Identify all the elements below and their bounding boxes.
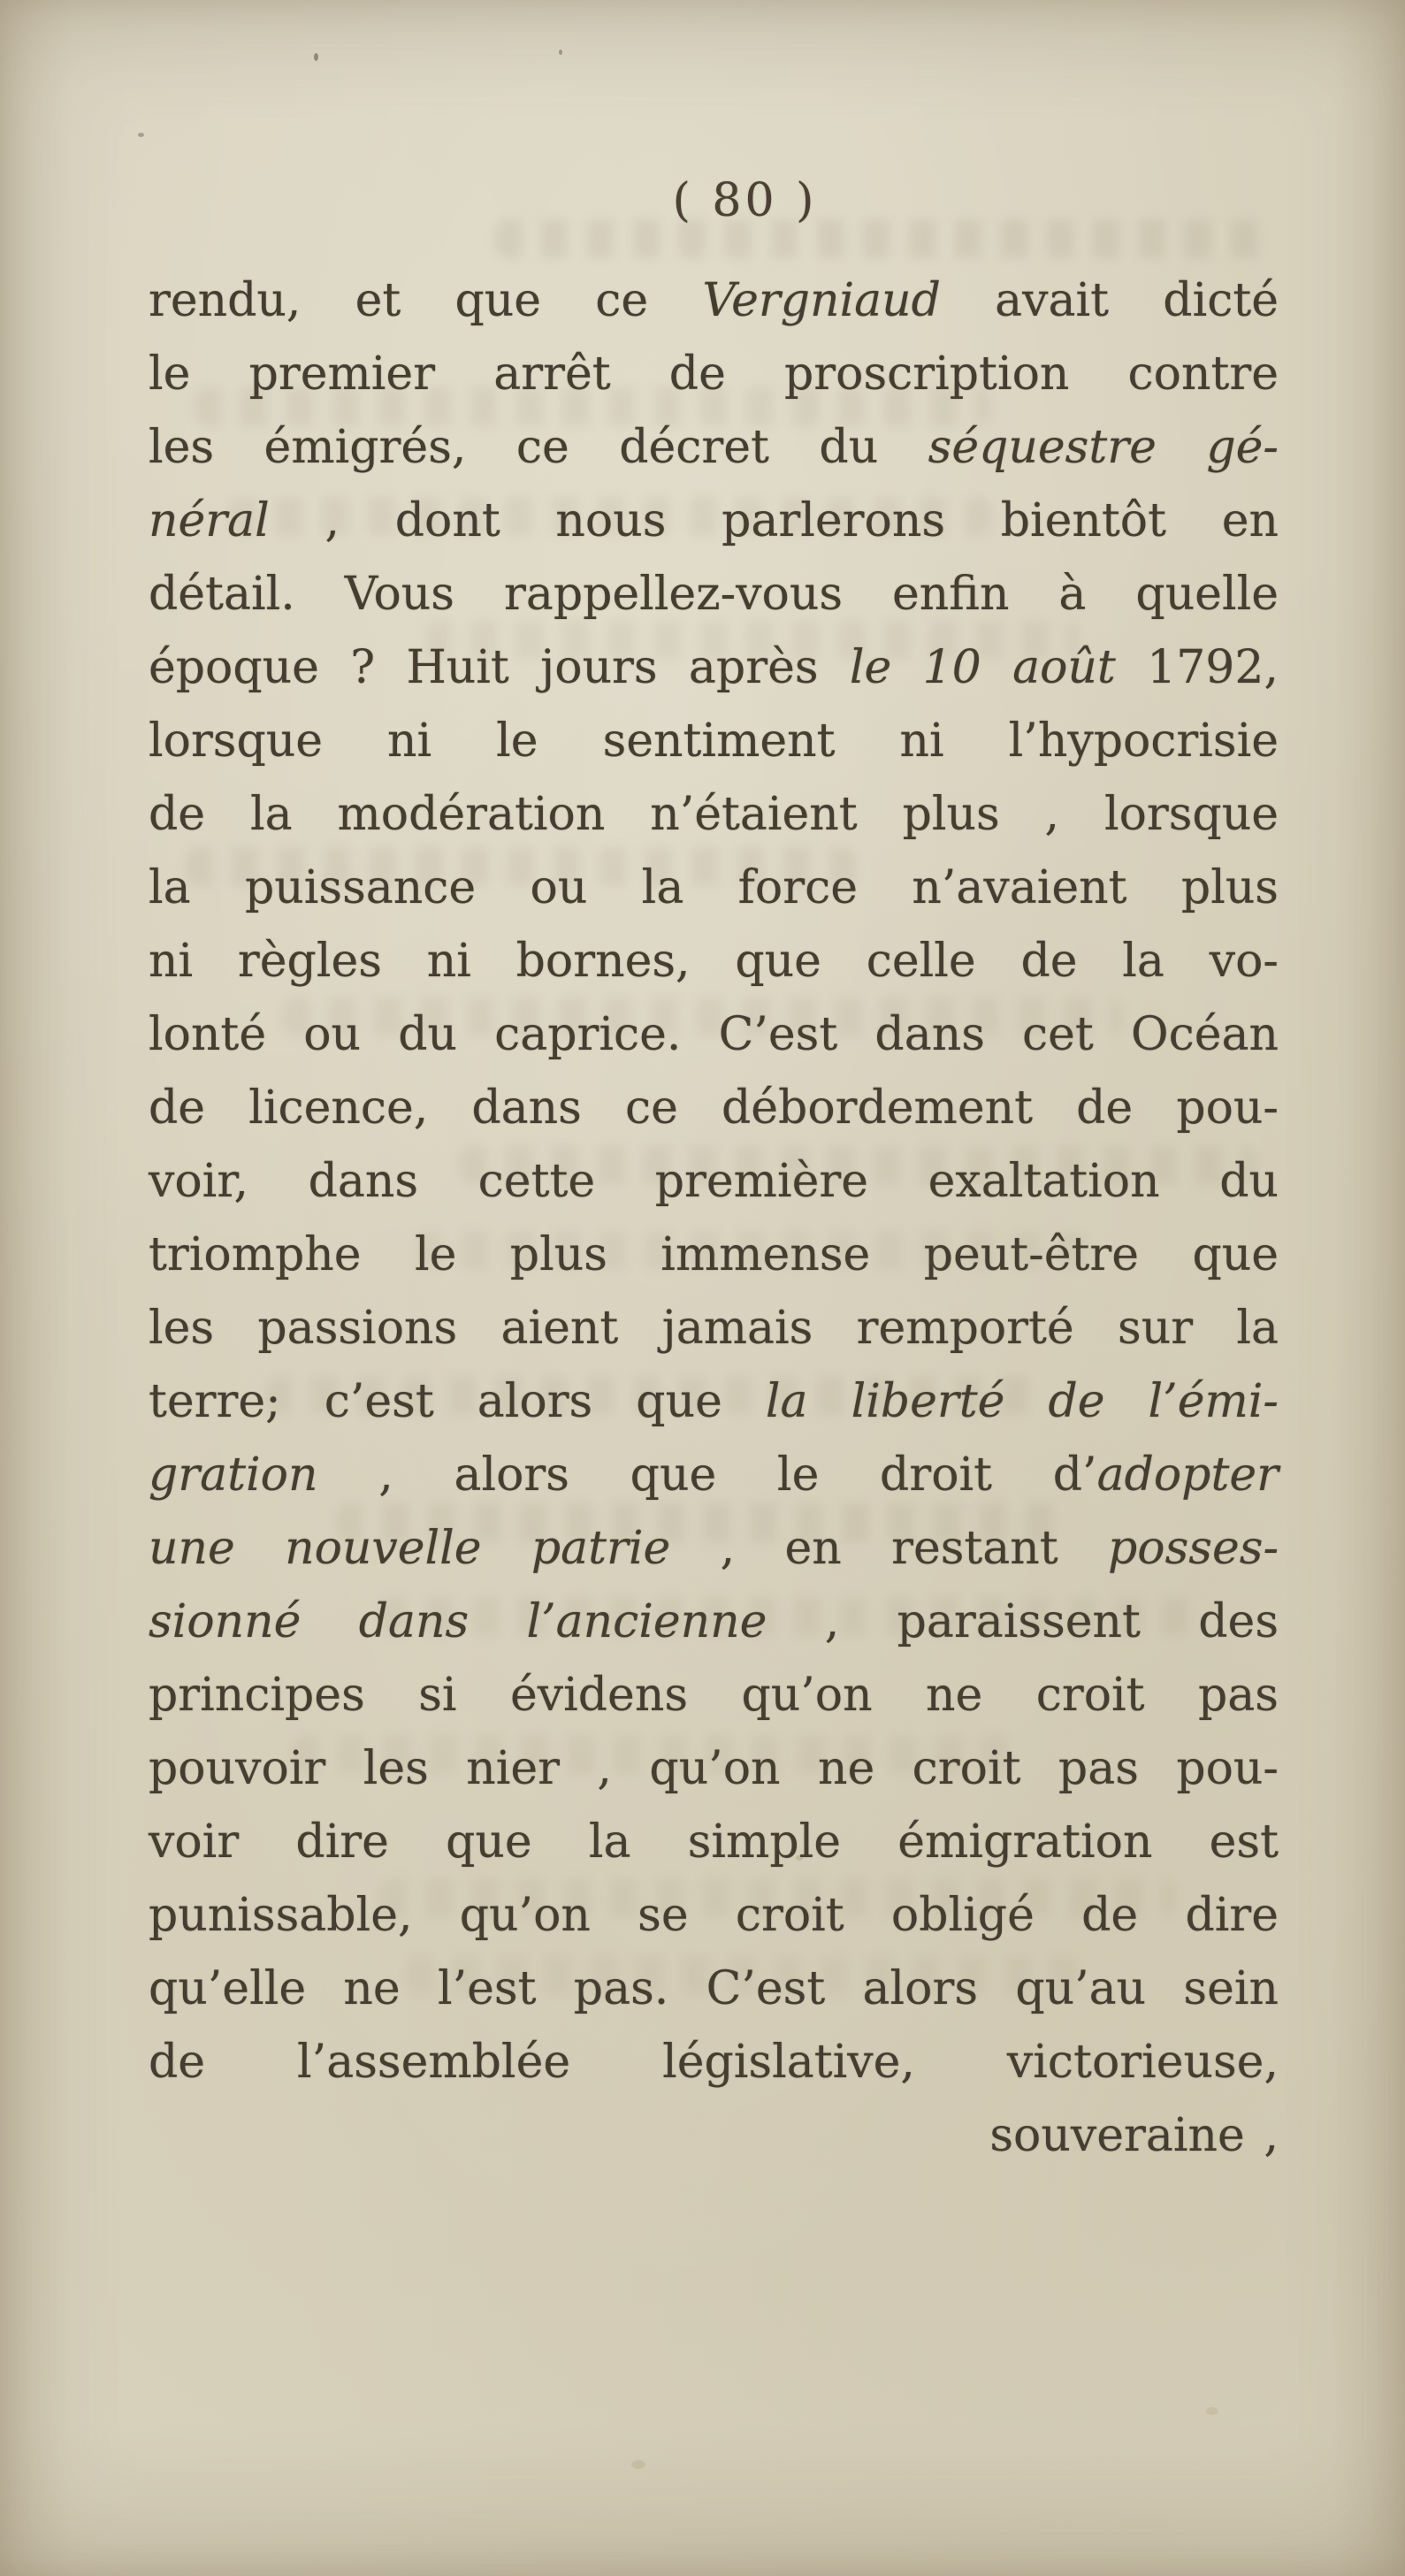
text-line bbox=[149, 485, 1279, 558]
text-lines bbox=[149, 264, 1279, 2173]
text-line bbox=[149, 1953, 1279, 2026]
text-segment: souveraine , bbox=[989, 2109, 1279, 2162]
text-line bbox=[149, 338, 1279, 411]
page-number: ( 80 ) bbox=[672, 174, 818, 227]
text-segment: ni règles ni bornes, que celle de la vo- bbox=[149, 935, 1279, 988]
ink-speck bbox=[314, 53, 318, 61]
text-segment: rendu, et que ce bbox=[149, 274, 703, 327]
italic-text-segment: séquestre gé- bbox=[928, 421, 1279, 474]
text-segment: les émigrés, ce décret du bbox=[149, 421, 928, 474]
text-segment: époque ? Huit jours après bbox=[149, 641, 850, 694]
text-segment: , dont nous parlerons bientôt en bbox=[269, 494, 1279, 547]
text-segment: punissable, qu’on se croit obligé de dire bbox=[149, 1889, 1279, 1942]
italic-text-segment: néral bbox=[149, 494, 270, 547]
text-line bbox=[149, 264, 1279, 338]
text-line bbox=[149, 1145, 1279, 1219]
text-segment: , alors que le droit d’ bbox=[317, 1449, 1097, 1502]
italic-text-segment: sionné dans l’ancienne bbox=[149, 1595, 767, 1648]
text-segment: voir dire que la simple émigration est bbox=[149, 1815, 1279, 1869]
text-segment: triomphe le plus immense peut-être que bbox=[149, 1228, 1279, 1281]
ink-speck bbox=[138, 133, 144, 137]
text-line bbox=[149, 1292, 1279, 1365]
ink-speck bbox=[631, 2460, 645, 2469]
text-segment: lonté ou du caprice. C’est dans cet Océan bbox=[149, 1008, 1279, 1061]
text-line bbox=[149, 1365, 1279, 1439]
text-segment: qu’elle ne l’est pas. C’est alors qu’au sein bbox=[149, 1962, 1279, 2015]
text-segment: de l’assemblée législative, victorieuse, bbox=[149, 2036, 1279, 2089]
italic-text-segment: adopter bbox=[1096, 1449, 1279, 1502]
text-line bbox=[149, 1732, 1279, 1806]
text-segment: voir, dans cette première exaltation du bbox=[149, 1155, 1279, 1208]
text-line bbox=[149, 852, 1279, 925]
ink-speck bbox=[1206, 2407, 1218, 2415]
italic-text-segment: gration bbox=[149, 1449, 318, 1502]
text-line bbox=[149, 1879, 1279, 1953]
text-line bbox=[149, 1219, 1279, 1292]
text-line bbox=[149, 631, 1279, 705]
text-segment: terre; c’est alors que bbox=[149, 1375, 766, 1428]
text-line bbox=[149, 925, 1279, 998]
text-line bbox=[149, 411, 1279, 485]
text-segment: la puissance ou la force n’avaient plus bbox=[149, 861, 1279, 914]
text-segment: , paraissent des bbox=[767, 1595, 1279, 1648]
text-segment: 1792, bbox=[1115, 641, 1279, 694]
text-line bbox=[149, 1072, 1279, 1145]
italic-text-segment: une nouvelle patrie bbox=[149, 1522, 671, 1575]
text-line bbox=[149, 1586, 1279, 1659]
text-segment: , en restant bbox=[670, 1522, 1109, 1575]
italic-text-segment: Vergniaud bbox=[702, 274, 941, 327]
italic-text-segment: la liberté de l’émi- bbox=[765, 1375, 1279, 1428]
text-segment: pouvoir les nier , qu’on ne croit pas pou- bbox=[149, 1742, 1279, 1795]
text-segment: de licence, dans ce débordement de pou- bbox=[149, 1082, 1279, 1135]
text-line bbox=[149, 998, 1279, 1072]
text-segment: de la modération n’étaient plus , lorsque bbox=[149, 788, 1279, 841]
text-line bbox=[149, 558, 1279, 631]
text-segment: lorsque ni le sentiment ni l’hypocrisie bbox=[149, 715, 1279, 768]
text-segment: principes si évidens qu’on ne croit pas bbox=[149, 1669, 1279, 1722]
text-segment: le premier arrêt de proscription contre bbox=[149, 348, 1279, 401]
text-line bbox=[149, 778, 1279, 852]
text-segment: avait dicté bbox=[940, 274, 1279, 327]
ink-speck bbox=[559, 50, 562, 55]
text-line bbox=[149, 2026, 1279, 2099]
text-line bbox=[149, 1512, 1279, 1586]
text-line bbox=[149, 1439, 1279, 1512]
italic-text-segment: posses- bbox=[1108, 1522, 1279, 1575]
text-segment: les passions aient jamais remporté sur la bbox=[149, 1302, 1279, 1355]
text-segment: détail. Vous rappellez-vous enfin à quelle bbox=[149, 568, 1279, 621]
body-text bbox=[149, 264, 1279, 2173]
text-line bbox=[149, 1659, 1279, 1732]
text-line bbox=[149, 1806, 1279, 1879]
text-line bbox=[149, 705, 1279, 778]
catchword-line bbox=[149, 2099, 1279, 2173]
italic-text-segment: le 10 août bbox=[849, 641, 1116, 694]
